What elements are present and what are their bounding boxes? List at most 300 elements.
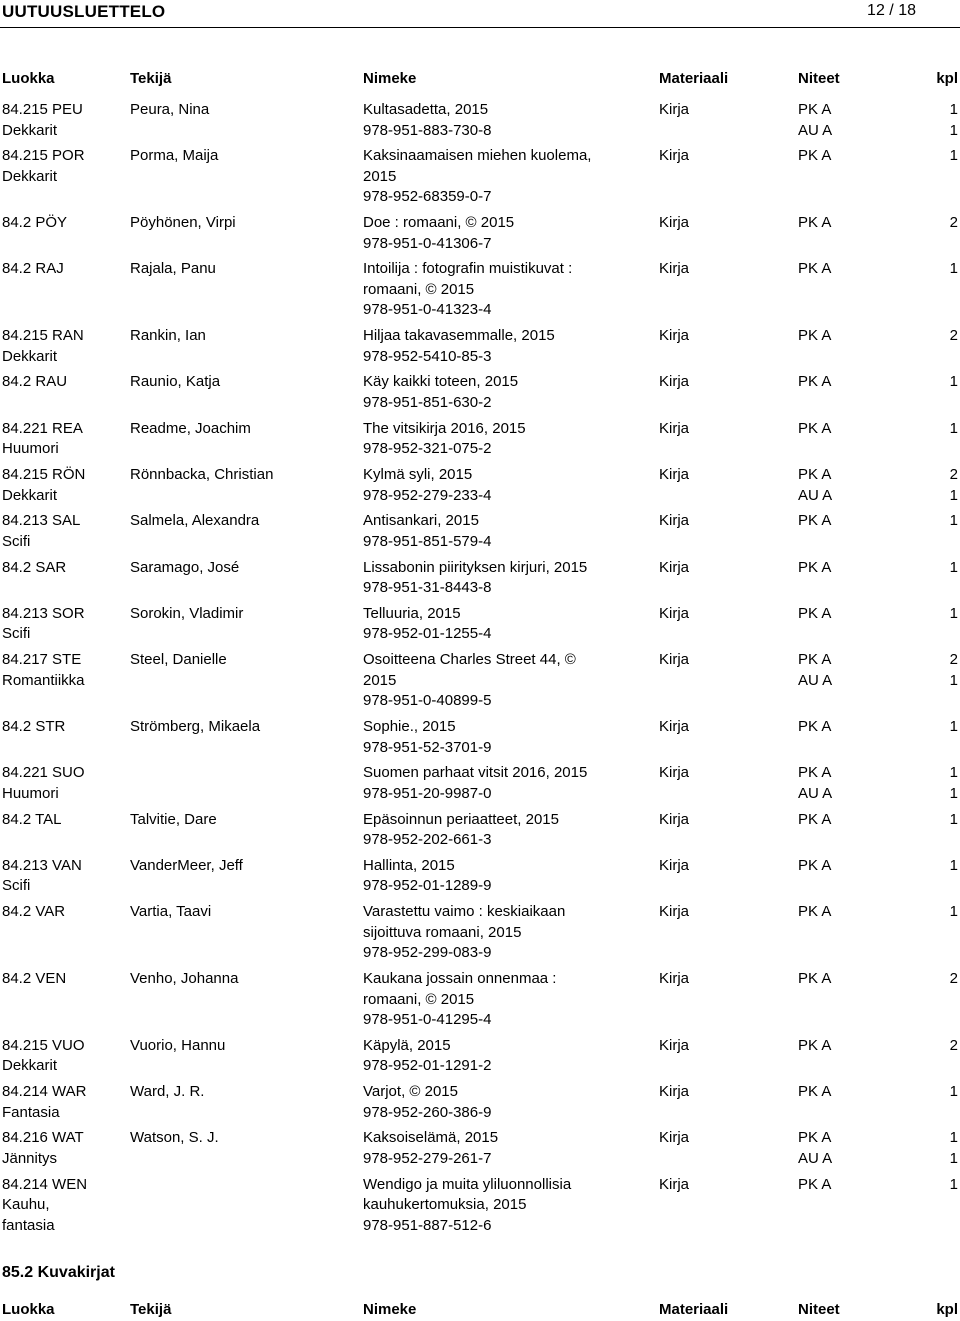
entry-nimeke [363, 604, 638, 645]
entry-nimeke [363, 511, 638, 552]
entry-tekija-line: Saramago, José [130, 558, 240, 576]
catalog-entry [0, 1128, 960, 1174]
entry-niteet [798, 100, 832, 141]
entry-luokka [2, 326, 84, 367]
column-header-kpl: kpl [936, 1301, 958, 1318]
entry-niteet-line: PK A [798, 651, 832, 669]
entry-luokka [2, 1082, 87, 1123]
page-current: 12 [867, 2, 885, 19]
entry-kpl-line: 1 [949, 810, 958, 828]
entry-kpl-line: 1 [949, 718, 958, 736]
entry-nimeke [363, 1128, 638, 1169]
entry-luokka-line: 84.215 PEU [2, 101, 83, 118]
entry-kpl [950, 1128, 958, 1169]
entry-niteet [798, 969, 831, 990]
entry-tekija [130, 372, 220, 393]
entry-nimeke-line: Sophie., 2015 [363, 718, 456, 736]
entry-kpl [950, 100, 958, 141]
entry-nimeke-line: Hiljaa takavasemmalle, 2015 [363, 327, 555, 345]
entry-luokka [2, 1175, 87, 1237]
entry-luokka-line: 84.213 VAN [2, 856, 82, 874]
entry-luokka-line: Fantasia [2, 1103, 60, 1121]
entry-niteet-line: PK A [798, 856, 832, 874]
entry-kpl-line: 1 [949, 1149, 958, 1167]
entry-kpl-line: 2 [949, 327, 958, 345]
entry-luokka-line: Romantiikka [2, 671, 85, 689]
entry-nimeke-line: 978-952-279-233-4 [363, 486, 492, 504]
entry-niteet-line: PK A [798, 718, 832, 736]
entry-niteet-line: AU A [798, 784, 833, 802]
entry-niteet-line: PK A [798, 558, 832, 576]
entry-tekija [130, 419, 251, 440]
entry-kpl-line: 1 [949, 558, 958, 576]
entry-kpl [950, 259, 958, 280]
entry-kpl [950, 511, 958, 532]
entry-luokka-line: Scifi [2, 532, 31, 550]
entry-materiaali-line: Kirja [659, 419, 690, 437]
entry-materiaali [659, 259, 689, 280]
entry-tekija-line: Raunio, Katja [130, 373, 221, 391]
entry-materiaali [659, 856, 689, 877]
entry-kpl [950, 1175, 958, 1196]
entry-kpl-line: 2 [949, 1036, 958, 1054]
entry-tekija [130, 650, 227, 671]
entry-nimeke [363, 213, 638, 254]
entry-luokka-line: 84.221 SUO [2, 764, 85, 782]
entry-luokka-line: Dekkarit [2, 486, 58, 504]
entry-luokka-line: 84.215 RAN [2, 327, 84, 345]
entry-nimeke [363, 969, 638, 1031]
entry-niteet [798, 1175, 831, 1196]
entry-nimeke-line: 978-951-20-9987-0 [363, 784, 492, 802]
entry-nimeke-line: sijoittuva romaani, 2015 [363, 923, 522, 941]
entry-tekija-line: Porma, Maija [130, 147, 219, 165]
entry-materiaali [659, 1036, 689, 1057]
entry-nimeke-line: The vitsikirja 2016, 2015 [363, 419, 526, 437]
entry-luokka-line: 84.2 STR [2, 718, 66, 736]
entry-niteet-line: AU A [798, 121, 833, 139]
entry-nimeke-line: romaani, © 2015 [363, 280, 475, 298]
entry-materiaali-line: Kirja [659, 1175, 690, 1193]
entry-tekija [130, 511, 259, 532]
entry-tekija [130, 604, 243, 625]
column-header-luokka: Luokka [2, 70, 55, 87]
entry-tekija-line: Vartia, Taavi [130, 903, 212, 921]
entry-materiaali-line: Kirja [659, 810, 690, 828]
entry-nimeke-line: 978-952-299-083-9 [363, 944, 492, 962]
entry-nimeke [363, 763, 638, 804]
entry-nimeke-line: Kaksoiselämä, 2015 [363, 1129, 499, 1147]
entry-materiaali-line: Kirja [659, 1036, 690, 1054]
entry-nimeke-line: Wendigo ja muita yliluonnollisia [363, 1175, 572, 1193]
entry-niteet-line: PK A [798, 903, 832, 921]
entry-luokka-line: 84.2 PÖY [2, 214, 68, 232]
entry-luokka [2, 902, 65, 923]
catalog-entry [0, 902, 960, 969]
entry-luokka-line: 84.2 RAU [2, 373, 68, 391]
entry-tekija-line: Readme, Joachim [130, 419, 251, 437]
entry-nimeke-line: 978-952-202-661-3 [363, 831, 492, 849]
entry-luokka [2, 558, 66, 579]
entry-niteet-line: PK A [798, 764, 832, 782]
entry-luokka [2, 856, 82, 897]
entry-niteet-line: PK A [798, 214, 832, 232]
entry-nimeke-line: Doe : romaani, © 2015 [363, 214, 515, 232]
column-header-row-bottom [0, 1301, 960, 1321]
entry-nimeke [363, 717, 638, 758]
entry-kpl-line: 1 [949, 903, 958, 921]
entry-materiaali-line: Kirja [659, 327, 690, 345]
entry-materiaali [659, 213, 689, 234]
page-number [867, 2, 916, 20]
entry-materiaali-line: Kirja [659, 1129, 690, 1147]
entry-tekija [130, 100, 209, 121]
entry-nimeke-line: 978-951-887-512-6 [363, 1216, 492, 1234]
entry-kpl-line: 1 [949, 147, 958, 165]
entry-nimeke-line: Kylmä syli, 2015 [363, 466, 473, 484]
entry-luokka-line: Jännitys [2, 1149, 58, 1167]
entry-materiaali-line: Kirja [659, 512, 690, 530]
entry-materiaali-line: Kirja [659, 466, 690, 484]
entry-nimeke-line: 978-951-31-8443-8 [363, 579, 492, 597]
entry-materiaali [659, 604, 689, 625]
entry-materiaali [659, 810, 689, 831]
entry-materiaali-line: Kirja [659, 903, 690, 921]
entry-kpl-line: 1 [949, 1175, 958, 1193]
column-header-niteet: Niteet [798, 70, 840, 87]
entry-nimeke-line: 978-952-01-1291-2 [363, 1057, 492, 1075]
entry-nimeke [363, 259, 638, 321]
page-total: 18 [898, 2, 916, 19]
entry-nimeke-line: Varjot, © 2015 [363, 1083, 458, 1101]
entry-kpl [950, 1082, 958, 1103]
entry-luokka [2, 763, 85, 804]
entry-niteet [798, 1082, 831, 1103]
entry-tekija-line: Rajala, Panu [130, 260, 216, 278]
entry-kpl-line: 1 [949, 419, 958, 437]
entry-luokka-line: Scifi [2, 877, 31, 895]
catalog-entry [0, 213, 960, 259]
entry-nimeke [363, 372, 638, 413]
entry-materiaali-line: Kirja [659, 970, 690, 988]
entry-nimeke-line: romaani, © 2015 [363, 990, 475, 1008]
entry-luokka-line: Huumori [2, 784, 59, 802]
entry-luokka-line: Dekkarit [2, 167, 58, 185]
catalog-entry [0, 763, 960, 809]
entry-luokka-line: 84.221 REA [2, 419, 83, 437]
entry-luokka-line: Dekkarit [2, 1057, 58, 1075]
entry-luokka [2, 1036, 85, 1077]
entry-materiaali-line: Kirja [659, 1083, 690, 1101]
catalog-entry [0, 146, 960, 213]
entry-niteet-line: AU A [798, 1149, 833, 1167]
entry-materiaali [659, 326, 689, 347]
entry-niteet-line: AU A [798, 486, 833, 504]
entry-kpl [950, 969, 958, 990]
entry-luokka-line: fantasia [2, 1216, 55, 1234]
catalog-entry [0, 326, 960, 372]
entry-tekija [130, 1082, 204, 1103]
entry-niteet [798, 856, 831, 877]
entry-nimeke-line: Telluuria, 2015 [363, 604, 461, 622]
entry-niteet-line: PK A [798, 1083, 832, 1101]
catalog-entry [0, 419, 960, 465]
entry-nimeke-line: 978-952-321-075-2 [363, 440, 492, 458]
entry-luokka [2, 213, 67, 234]
entry-luokka [2, 259, 64, 280]
entry-luokka-line: Scifi [2, 625, 31, 643]
entry-nimeke-line: Antisankari, 2015 [363, 512, 479, 530]
entry-kpl [950, 372, 958, 393]
entry-materiaali [659, 717, 689, 738]
entry-tekija-line: Pöyhönen, Virpi [130, 214, 236, 232]
entry-materiaali-line: Kirja [659, 214, 690, 232]
entry-kpl [950, 763, 958, 804]
entry-materiaali [659, 419, 689, 440]
column-header-tekija: Tekijä [130, 1301, 172, 1318]
entry-nimeke-line: 978-951-0-40899-5 [363, 692, 492, 710]
entry-luokka [2, 717, 65, 738]
page-title: UUTUUSLUETTELO [2, 2, 166, 21]
entry-niteet [798, 146, 831, 167]
entry-tekija-line: Talvitie, Dare [130, 810, 217, 828]
entry-luokka-line: 84.214 WEN [2, 1175, 88, 1193]
entry-kpl-line: 1 [949, 856, 958, 874]
entry-niteet-line: PK A [798, 512, 832, 530]
entry-kpl [950, 558, 958, 579]
entry-nimeke-line: Hallinta, 2015 [363, 856, 455, 874]
entry-nimeke [363, 419, 638, 460]
entry-tekija-line: Watson, S. J. [130, 1129, 219, 1147]
entry-luokka-line: 84.2 RAJ [2, 260, 64, 278]
entry-nimeke [363, 100, 638, 141]
entry-niteet [798, 902, 831, 923]
entry-niteet-line: AU A [798, 671, 833, 689]
entry-niteet-line: PK A [798, 1175, 832, 1193]
entry-materiaali-line: Kirja [659, 651, 690, 669]
entry-tekija-line: Rönnbacka, Christian [130, 466, 274, 484]
entry-kpl-line: 1 [949, 1129, 958, 1147]
entry-luokka-line: 84.214 WAR [2, 1083, 87, 1101]
entry-kpl [950, 213, 958, 234]
entry-niteet-line: PK A [798, 419, 832, 437]
entry-niteet [798, 763, 832, 804]
entry-luokka-line: 84.2 SAR [2, 558, 67, 576]
entry-luokka-line: Dekkarit [2, 121, 58, 139]
entry-kpl-line: 1 [949, 671, 958, 689]
entry-kpl-line: 1 [949, 373, 958, 391]
entry-kpl-line: 1 [949, 604, 958, 622]
entry-kpl [950, 810, 958, 831]
entry-materiaali-line: Kirja [659, 856, 690, 874]
entry-luokka-line: 84.2 TAL [2, 810, 62, 828]
entry-tekija [130, 902, 211, 923]
entry-nimeke-line: Epäsoinnun periaatteet, 2015 [363, 810, 559, 828]
entry-materiaali-line: Kirja [659, 718, 690, 736]
entry-niteet-line: PK A [798, 147, 832, 165]
entry-luokka [2, 810, 62, 831]
entry-materiaali-line: Kirja [659, 558, 690, 576]
catalog-entry [0, 259, 960, 326]
entry-nimeke [363, 1175, 638, 1237]
entry-luokka-line: 84.217 STE [2, 651, 82, 669]
catalog-entry [0, 604, 960, 650]
entry-kpl-line: 1 [949, 1083, 958, 1101]
entry-materiaali-line: Kirja [659, 147, 690, 165]
entry-tekija [130, 856, 243, 877]
entry-kpl-line: 1 [949, 101, 958, 118]
entry-kpl-line: 1 [949, 512, 958, 530]
catalog-entry [0, 558, 960, 604]
entry-nimeke-line: Kultasadetta, 2015 [363, 101, 489, 118]
entry-kpl [950, 650, 958, 691]
entry-tekija-line: Salmela, Alexandra [130, 512, 260, 530]
entry-materiaali-line: Kirja [659, 604, 690, 622]
entry-nimeke-line: 978-952-68359-0-7 [363, 188, 492, 206]
entry-tekija [130, 1036, 225, 1057]
entry-kpl-line: 1 [949, 260, 958, 278]
column-header-materiaali: Materiaali [659, 1301, 729, 1318]
entry-nimeke [363, 146, 638, 208]
entry-niteet [798, 810, 831, 831]
column-header-nimeke: Nimeke [363, 70, 417, 87]
entry-luokka-line: Kauhu, [2, 1196, 50, 1214]
entry-niteet [798, 511, 831, 532]
entry-nimeke-line: Käpylä, 2015 [363, 1036, 451, 1054]
entry-tekija-line: Rankin, Ian [130, 327, 206, 345]
entry-niteet-line: PK A [798, 1129, 832, 1147]
entry-tekija-line: Peura, Nina [130, 101, 210, 118]
entry-materiaali [659, 969, 689, 990]
catalog-entry [0, 856, 960, 902]
entry-kpl-line: 2 [949, 970, 958, 988]
entry-materiaali [659, 146, 689, 167]
entry-niteet-line: PK A [798, 466, 832, 484]
entry-nimeke [363, 856, 638, 897]
entry-niteet [798, 717, 831, 738]
entry-materiaali [659, 558, 689, 579]
entry-tekija-line: Ward, J. R. [130, 1083, 205, 1101]
entry-kpl-line: 1 [949, 764, 958, 782]
entry-kpl [950, 856, 958, 877]
entry-nimeke-line: 978-952-01-1289-9 [363, 877, 492, 895]
entry-niteet-line: PK A [798, 970, 832, 988]
entry-luokka-line: 84.215 POR [2, 147, 85, 165]
page-header [0, 0, 960, 26]
entry-nimeke [363, 1082, 638, 1123]
entry-nimeke-line: 978-952-01-1255-4 [363, 625, 492, 643]
entry-nimeke-line: Varastettu vaimo : keskiaikaan [363, 903, 566, 921]
entry-nimeke-line: 978-952-260-386-9 [363, 1103, 492, 1121]
entry-luokka [2, 969, 66, 990]
entry-tekija [130, 969, 238, 990]
entry-nimeke-line: Käy kaikki toteen, 2015 [363, 373, 519, 391]
entry-nimeke-line: 978-951-0-41295-4 [363, 1011, 492, 1029]
entry-nimeke [363, 326, 638, 367]
section-heading: 85.2 Kuvakirjat [2, 1264, 115, 1281]
entry-materiaali [659, 650, 689, 671]
entry-kpl-line: 2 [949, 651, 958, 669]
entry-nimeke-line: kauhukertomuksia, 2015 [363, 1196, 527, 1214]
entry-kpl-line: 2 [949, 466, 958, 484]
entry-luokka [2, 1128, 84, 1169]
catalog-entry [0, 810, 960, 856]
entry-luokka-line: Dekkarit [2, 347, 58, 365]
entry-niteet [798, 326, 831, 347]
entry-niteet-line: PK A [798, 101, 832, 118]
entry-luokka [2, 511, 80, 552]
entry-nimeke-line: 978-951-883-730-8 [363, 121, 492, 139]
entry-niteet [798, 604, 831, 625]
entry-kpl [950, 146, 958, 167]
entry-materiaali [659, 511, 689, 532]
entry-niteet-line: PK A [798, 327, 832, 345]
column-header-niteet: Niteet [798, 1301, 840, 1318]
entry-tekija [130, 213, 236, 234]
column-header-kpl: kpl [936, 70, 958, 87]
entry-niteet-line: PK A [798, 810, 832, 828]
header-divider [0, 27, 960, 28]
entry-tekija-line: Vuorio, Hannu [130, 1036, 226, 1054]
entry-materiaali [659, 1128, 689, 1149]
entry-nimeke [363, 465, 638, 506]
entry-luokka [2, 604, 85, 645]
entry-niteet-line: PK A [798, 260, 832, 278]
entry-nimeke-line: 2015 [363, 167, 397, 185]
catalog-entry [0, 650, 960, 717]
entry-luokka-line: 84.213 SAL [2, 512, 81, 530]
catalog-entry [0, 1036, 960, 1082]
entry-nimeke [363, 558, 638, 599]
entry-nimeke-line: 978-951-851-630-2 [363, 393, 492, 411]
entry-materiaali [659, 763, 689, 784]
column-header-nimeke: Nimeke [363, 1301, 417, 1318]
entry-materiaali-line: Kirja [659, 101, 690, 118]
entry-luokka [2, 650, 85, 691]
entry-nimeke-line: Intoilija : fotografin muistikuvat : [363, 260, 573, 278]
entry-kpl [950, 717, 958, 738]
entry-niteet [798, 213, 831, 234]
column-header-tekija: Tekijä [130, 70, 172, 87]
entry-tekija [130, 465, 273, 486]
entry-niteet [798, 558, 831, 579]
entry-materiaali-line: Kirja [659, 260, 690, 278]
entry-nimeke-line: 978-951-52-3701-9 [363, 738, 492, 756]
entry-tekija-line: Sorokin, Vladimir [130, 604, 244, 622]
column-header-row [0, 70, 960, 90]
entry-niteet [798, 1036, 831, 1057]
entry-nimeke-line: 2015 [363, 671, 397, 689]
entry-materiaali-line: Kirja [659, 373, 690, 391]
entry-luokka [2, 372, 67, 393]
entry-kpl [950, 1036, 958, 1057]
entry-kpl-line: 2 [949, 214, 958, 232]
entry-kpl [950, 419, 958, 440]
entry-tekija [130, 810, 217, 831]
entry-tekija-line: Strömberg, Mikaela [130, 718, 261, 736]
entry-nimeke-line: Suomen parhaat vitsit 2016, 2015 [363, 764, 588, 782]
entry-kpl [950, 902, 958, 923]
entry-materiaali [659, 1082, 689, 1103]
entry-nimeke-line: 978-951-0-41323-4 [363, 301, 492, 319]
entry-kpl [950, 604, 958, 625]
entry-luokka-line: 84.215 RÖN [2, 466, 86, 484]
entry-niteet [798, 650, 832, 691]
entry-niteet [798, 1128, 832, 1169]
entry-materiaali [659, 902, 689, 923]
entry-nimeke-line: 978-951-0-41306-7 [363, 234, 492, 252]
entry-nimeke [363, 1036, 638, 1077]
